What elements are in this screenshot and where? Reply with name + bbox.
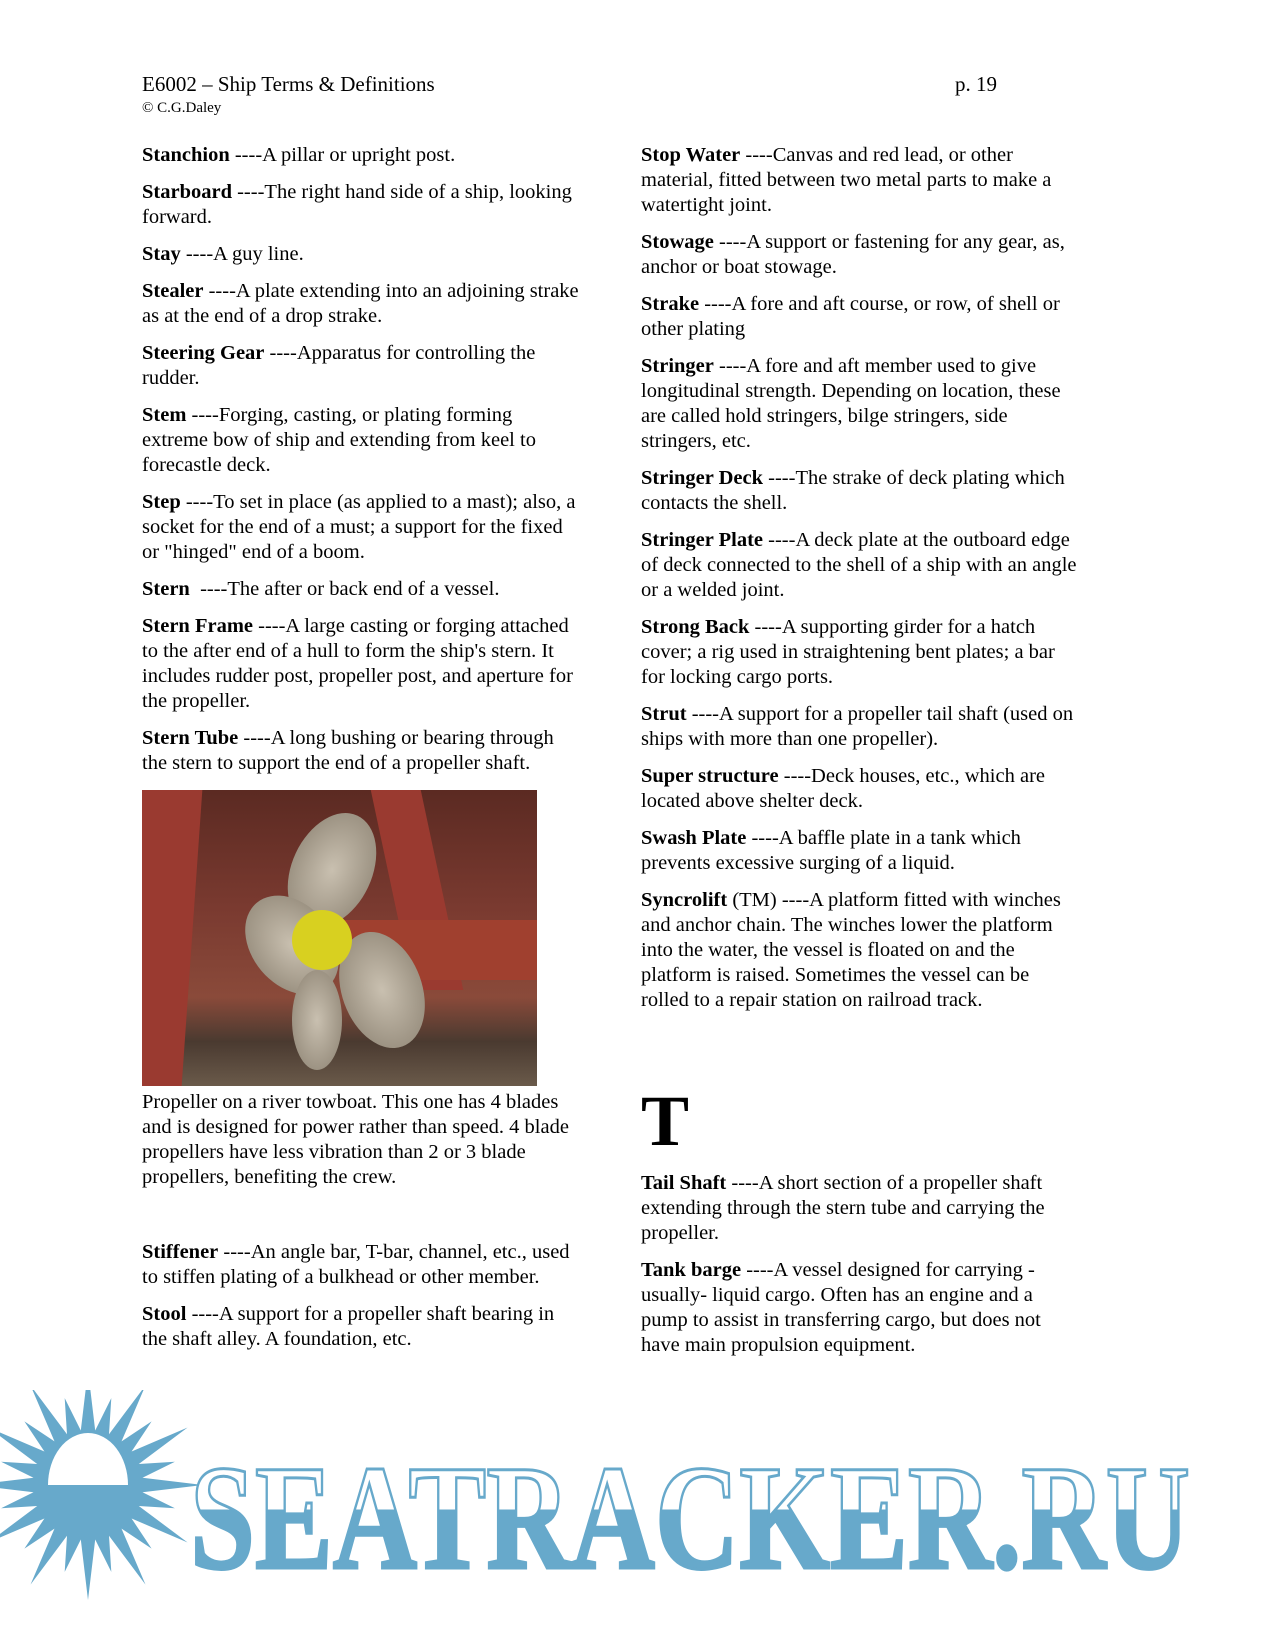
- glossary-entry: [142, 403, 582, 478]
- glossary-term: Tank barge: [641, 1259, 742, 1281]
- glossary-term: Tail Shaft: [641, 1172, 727, 1194]
- glossary-term: Step: [142, 491, 181, 513]
- glossary-term: Super structure: [641, 765, 779, 787]
- glossary-definition: ----A pillar or upright post.: [229, 144, 456, 166]
- glossary-term: Stem: [142, 404, 187, 426]
- glossary-definition: ----A long bushing or bearing through the stern to support the end of a propeller shaft.: [142, 727, 559, 774]
- glossary-entry: [641, 615, 1081, 690]
- glossary-term: Steering Gear: [142, 342, 265, 364]
- photo-caption: Propeller on a river towboat. This one has 4 blades and is designed for power rather than speed. 4 blade propellers have less vibration than 2 or 3 blade propellers, benefiting the crew.: [142, 1091, 569, 1188]
- glossary-entry: [641, 292, 1081, 342]
- glossary-entry: [641, 528, 1081, 603]
- glossary-definition: ----Canvas and red lead, or other material, fitted between two metal parts to make a watertight joint.: [641, 144, 1057, 216]
- glossary-entry: [142, 341, 582, 391]
- glossary-term: Swash Plate: [641, 827, 747, 849]
- glossary-entry: [641, 354, 1081, 454]
- left-column: [142, 143, 582, 1364]
- glossary-entry: [641, 888, 1081, 1013]
- copyright: © C.G.Daley: [142, 100, 222, 116]
- glossary-term: Strut: [641, 703, 687, 725]
- section-letter: T: [641, 1081, 690, 1161]
- glossary-definition: ----The strake of deck plating which contacts the shell.: [641, 467, 1070, 514]
- glossary-definition: ----A support for a propeller shaft bearing in the shaft alley. A foundation, etc.: [142, 1303, 560, 1350]
- glossary-entry: [142, 1302, 582, 1352]
- glossary-entry: [641, 466, 1081, 516]
- glossary-term: Stringer: [641, 355, 714, 377]
- seatracker-watermark-logo: [0, 1390, 1275, 1650]
- glossary-definition: (TM) ----A platform fitted with winches and anchor chain. The winches lower the platform into the water, the vessel is floated on and the platform is raised. Sometimes the vessel can be rolled to a repair station on railroad track.: [641, 889, 1066, 1011]
- glossary-term: Stowage: [641, 231, 714, 253]
- glossary-term: Stern Tube: [142, 727, 239, 749]
- glossary-term: Starboard: [142, 181, 232, 203]
- glossary-definition: ----A support or fastening for any gear, as, anchor or boat stowage.: [641, 231, 1070, 278]
- glossary-entry: [142, 180, 582, 230]
- glossary-definition: ----A fore and aft member used to give longitudinal strength. Depending on location, these are called hold stringers, bilge stringers, side stringers, etc.: [641, 355, 1066, 452]
- svg-text:SEATRACKER.RU: SEATRACKER.RU: [190, 1435, 1190, 1601]
- glossary-term: Stealer: [142, 280, 204, 302]
- right-column: [641, 143, 1081, 1370]
- glossary-term: Stern: [142, 578, 190, 600]
- glossary-definition: ----A baffle plate in a tank which prevents excessive surging of a liquid.: [641, 827, 1027, 874]
- sun-icon: [0, 1390, 203, 1600]
- page-number: p. 19: [955, 72, 997, 96]
- glossary-entry: [641, 1171, 1081, 1246]
- glossary-entry: [641, 826, 1081, 876]
- glossary-entry: [142, 143, 582, 168]
- glossary-definition: ----A supporting girder for a hatch cover; a rig used in straightening bent plates; a bar for locking cargo ports.: [641, 616, 1060, 688]
- glossary-definition: ----An angle bar, T-bar, channel, etc., used to stiffen plating of a bulkhead or other member.: [142, 1241, 575, 1288]
- glossary-definition: ----A support for a propeller tail shaft (used on ships with more than one propeller).: [641, 703, 1079, 750]
- glossary-definition: ----A large casting or forging attached to the after end of a hull to form the ship's stern. It includes rudder post, propeller post, and aperture for the propeller.: [142, 615, 579, 712]
- propeller-photo: [142, 790, 537, 1086]
- glossary-entry: [641, 702, 1081, 752]
- glossary-term: Stern Frame: [142, 615, 253, 637]
- glossary-term: Stool: [142, 1303, 187, 1325]
- glossary-definition: ----The right hand side of a ship, looking forward.: [142, 181, 577, 228]
- glossary-definition: ----A deck plate at the outboard edge of deck connected to the shell of a ship with an angle or a welded joint.: [641, 529, 1082, 601]
- glossary-entry: [641, 1258, 1081, 1358]
- glossary-definition: ----A fore and aft course, or row, of shell or other plating: [641, 293, 1065, 340]
- glossary-entry: [142, 279, 582, 329]
- glossary-entry: [641, 764, 1081, 814]
- glossary-term: Stringer Plate: [641, 529, 764, 551]
- glossary-definition: ----Apparatus for controlling the rudder.: [142, 342, 541, 389]
- glossary-entry: [142, 242, 582, 267]
- glossary-entry: [142, 1240, 582, 1290]
- glossary-term: Syncrolift: [641, 889, 728, 911]
- glossary-term: Stringer Deck: [641, 467, 764, 489]
- glossary-definition: ----A guy line.: [180, 243, 304, 265]
- glossary-term: Strake: [641, 293, 700, 315]
- glossary-entry: [142, 490, 582, 565]
- glossary-term: Stanchion: [142, 144, 230, 166]
- glossary-definition: ----To set in place (as applied to a mast); also, a socket for the end of a must; a support for the fixed or "hinged" end of a boom.: [142, 491, 581, 563]
- glossary-term: Stiffener: [142, 1241, 219, 1263]
- glossary-entry: [641, 230, 1081, 280]
- glossary-entry: [142, 726, 582, 776]
- glossary-definition: ----A plate extending into an adjoining strake as at the end of a drop strake.: [142, 280, 584, 327]
- glossary-definition: ----The after or back end of a vessel.: [189, 578, 500, 600]
- document-title: E6002 – Ship Terms & Definitions: [142, 72, 435, 96]
- glossary-entry: [142, 614, 582, 714]
- glossary-term: Stop Water: [641, 144, 741, 166]
- glossary-definition: ----A vessel designed for carrying -usually- liquid cargo. Often has an engine and a pump to assist in transferring cargo, but does not have main propulsion equipment.: [641, 1259, 1047, 1356]
- glossary-term: Strong Back: [641, 616, 750, 638]
- glossary-definition: ----A short section of a propeller shaft extending through the stern tube and carrying the propeller.: [641, 1172, 1050, 1244]
- glossary-term: Stay: [142, 243, 181, 265]
- glossary-entry: [142, 577, 582, 602]
- glossary-definition: ----Forging, casting, or plating forming extreme bow of ship and extending from keel to forecastle deck.: [142, 404, 542, 476]
- glossary-entry: [641, 143, 1081, 218]
- glossary-definition: ----Deck houses, etc., which are located above shelter deck.: [641, 765, 1051, 812]
